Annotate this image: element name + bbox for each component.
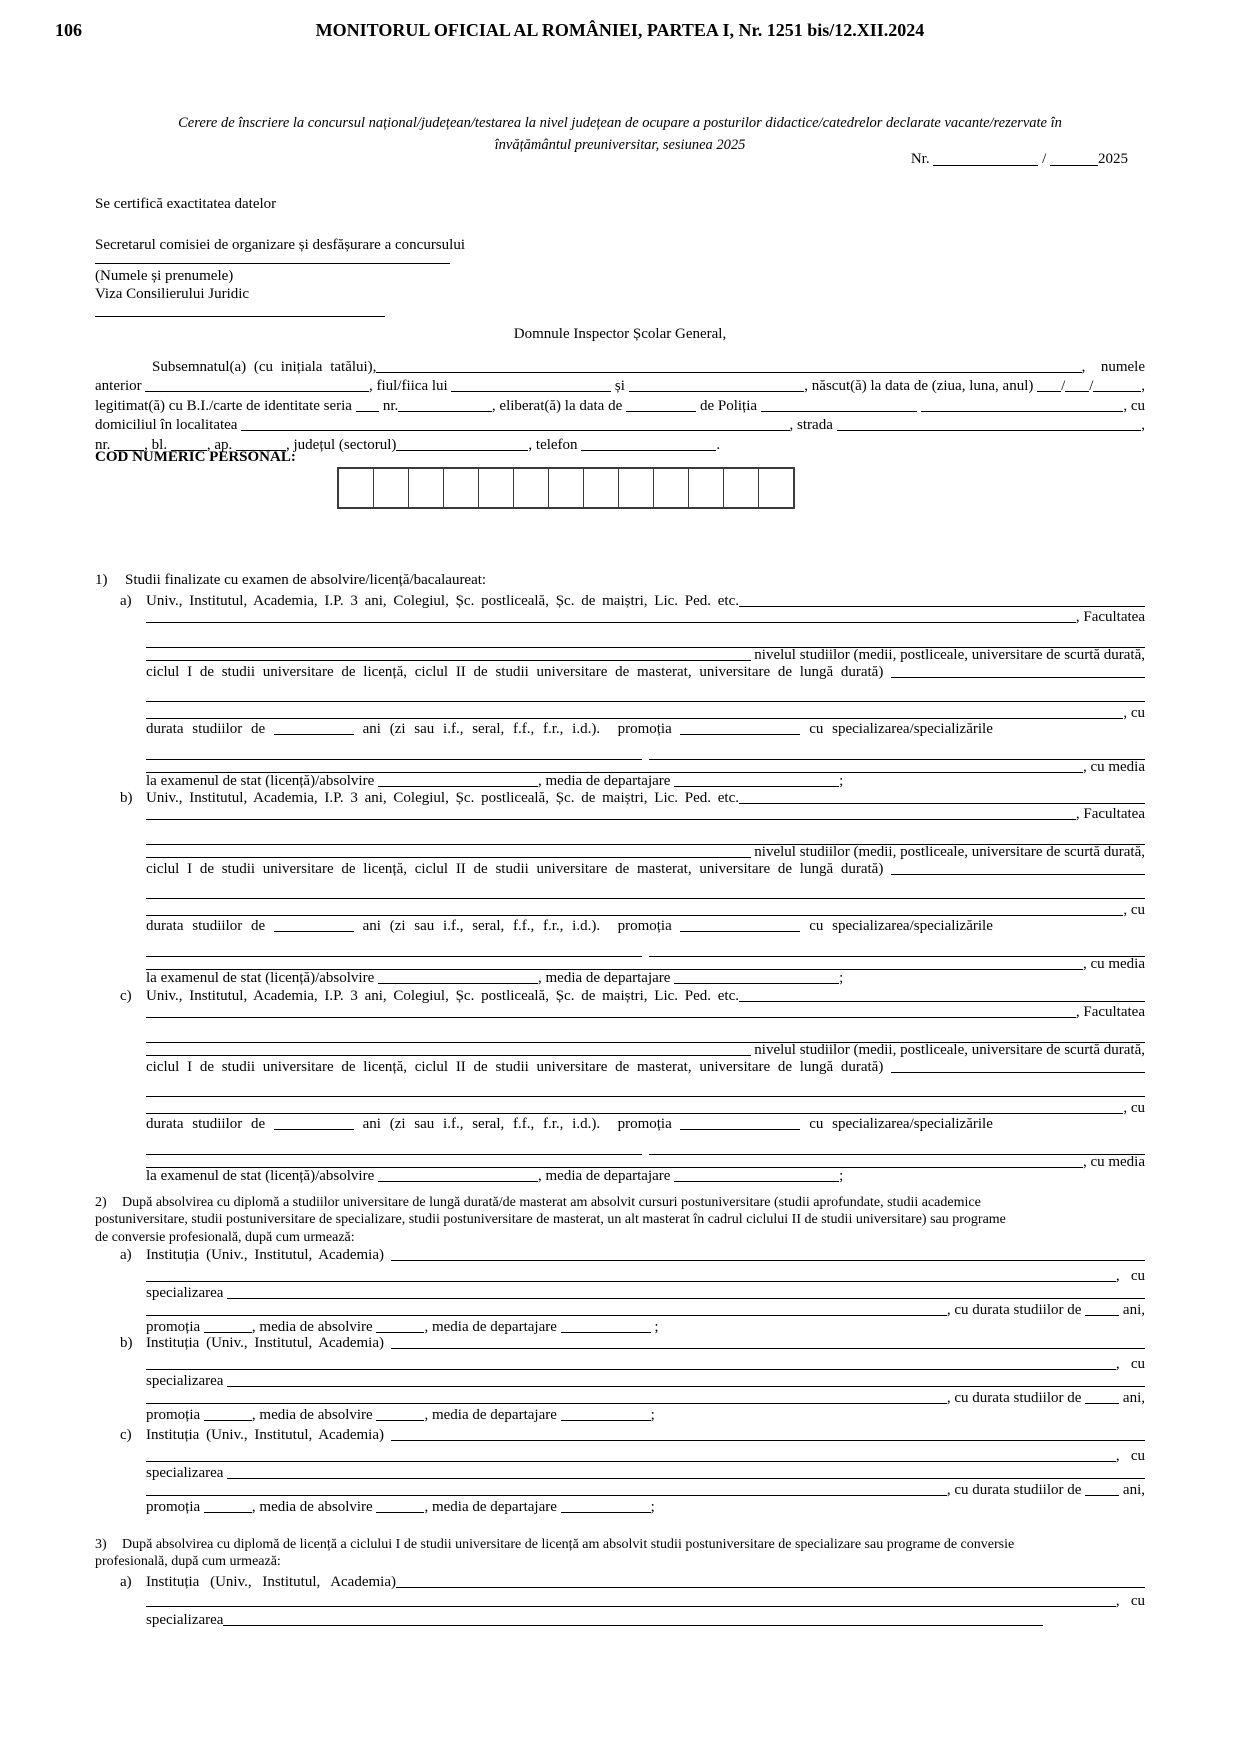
blank-field-line: [1085, 1315, 1119, 1316]
text-segment: nivelul studiilor (medii, postliceale, universitare de scurtă durată,: [750, 647, 1145, 664]
cnp-cell: [409, 469, 444, 507]
signature-line: [95, 316, 385, 317]
text-segment: specializarea: [146, 1465, 228, 1482]
cnp-grid: [337, 467, 795, 509]
section1-heading: [95, 573, 1145, 589]
blank-field-line: [378, 786, 538, 787]
section2-item-c: [120, 1427, 1145, 1516]
text-segment: ciclul I de studii universitare de licență, ciclul II de studii universitare de masterat, universitare de lungă durată): [146, 861, 892, 877]
text-segment: , cu media: [1082, 956, 1145, 973]
blank-field-line: [146, 1495, 947, 1496]
blank-field-line: [378, 1181, 538, 1182]
text-segment: la examenul de stat (licență)/absolvire: [146, 970, 378, 986]
text-segment: ;: [650, 1499, 655, 1516]
text-segment: , născut(ă) la data de (ziua, luna, anul): [804, 378, 1038, 395]
blank-field-line: [204, 1420, 252, 1421]
text-segment: specializarea: [146, 1373, 228, 1390]
form-line: [120, 1168, 1145, 1185]
list-marker: b): [120, 1335, 133, 1352]
text-segment: cu specializarea/specializările: [800, 721, 993, 738]
blank-field-line: [146, 1403, 947, 1404]
blank-field-line: [146, 956, 642, 957]
form-line: [120, 773, 1145, 790]
blank-field-line: [451, 391, 611, 392]
text-segment: /: [1038, 152, 1050, 167]
blank-field-line: [391, 1440, 1145, 1441]
form-line: [120, 1572, 1145, 1591]
text-segment: domiciliul în localitatea: [95, 417, 242, 434]
blank-field-line: [241, 430, 789, 431]
section3-intro: [95, 1535, 1145, 1570]
list-marker: a): [120, 593, 132, 609]
legal-visa-caption: Viza Consilierului Juridic: [95, 286, 250, 302]
blank-field-line: [391, 1348, 1145, 1349]
text-segment: nr.: [95, 436, 115, 453]
blank-field-line: [649, 1154, 1145, 1155]
signature-line: [95, 263, 450, 264]
text-segment: durata studiilor de: [146, 721, 274, 738]
cnp-cell: [689, 469, 724, 507]
form-line: [95, 1228, 1145, 1246]
applicant-intro-paragraph: [95, 356, 1145, 454]
blank-field-line: [674, 983, 839, 984]
gazette-header: MONITORUL OFICIAL AL ROMÂNIEI, PARTEA I, Nr. 1251 bis/12.XII.2024: [315, 20, 925, 40]
text-segment: nr.: [379, 397, 399, 414]
blank-field-line: [561, 1512, 651, 1513]
blank-field-line: [739, 606, 1145, 607]
blank-field-line: [891, 874, 1145, 875]
form-line: [120, 705, 1145, 722]
blank-field-line: [274, 734, 354, 735]
blank-field-line: [649, 759, 1145, 760]
form-line: [120, 790, 1145, 807]
blank-field-line: [223, 1625, 1043, 1626]
blank-field-line: [921, 411, 1124, 412]
form-line: [120, 1043, 1145, 1060]
form-line: [120, 1285, 1145, 1302]
blank-field-line: [761, 411, 917, 412]
text-segment: /: [1061, 378, 1066, 395]
list-marker: b): [120, 790, 133, 806]
text-segment: cu specializarea/specializările: [800, 1116, 993, 1133]
blank-field-line: [274, 931, 354, 932]
blank-field-line: [146, 701, 1145, 702]
text-segment: promoția: [146, 1499, 204, 1516]
form-line: [95, 1535, 1145, 1553]
form-line: [120, 845, 1145, 862]
blank-field-line: [1085, 1495, 1119, 1496]
blank-field-line: [376, 372, 1081, 373]
blank-field-line: [146, 1606, 1116, 1607]
form-line: [120, 1356, 1145, 1373]
name-caption: (Numele și prenumele): [95, 268, 234, 284]
blank-field-line: [146, 1461, 1116, 1462]
blank-field-line: [891, 677, 1145, 678]
section3-item-a: [120, 1572, 1145, 1629]
blank-field-line: [739, 1001, 1145, 1002]
form-line: [120, 1407, 1145, 1424]
text-segment: , media de departajare: [424, 1499, 561, 1516]
form-title: [0, 112, 1240, 156]
text-segment: , Facultatea: [1075, 609, 1145, 626]
text-segment: , numele: [1081, 358, 1145, 375]
blank-field-line: [227, 1478, 1145, 1479]
text-segment: /: [1089, 378, 1094, 395]
form-line: [120, 648, 1145, 665]
text-segment: postuniversitare, studii postuniversitare de specializare, studii postuniversitare de masterat, un alt masterat în cadrul ciclului II de studii universitare) sau programe: [95, 1212, 1006, 1228]
blank-field-line: [1085, 1403, 1119, 1404]
text-segment: anterior: [95, 378, 146, 395]
text-segment: promoția: [146, 1407, 204, 1424]
blank-field-line: [933, 165, 1038, 166]
text-segment: , media de absolvire: [251, 1319, 377, 1336]
text-segment: specializarea: [146, 1612, 224, 1629]
text-segment: [917, 399, 921, 415]
blank-field-line: [739, 803, 1145, 804]
blank-field-line: [674, 1181, 839, 1182]
text-segment: ;: [839, 970, 844, 986]
form-line: [95, 1193, 1145, 1211]
text-segment: ani,: [1119, 1390, 1145, 1407]
text-segment: , media de departajare: [538, 1168, 675, 1184]
text-segment: După absolvirea cu diplomă de licență a ciclului I de studii universitare de licență am absolvit studii postuniversitare de specializare sau programe de conversie: [122, 1536, 1015, 1552]
text-segment: , cu: [1123, 902, 1145, 918]
blank-field-line: [146, 1154, 642, 1155]
text-segment: , media de departajare: [424, 1319, 561, 1336]
text-segment: durata studiilor de: [146, 1116, 274, 1133]
blank-field-line: [146, 857, 751, 858]
text-segment: și: [611, 378, 629, 395]
blank-field-line: [227, 1386, 1145, 1387]
form-line: [120, 1591, 1145, 1610]
text-segment: , cu: [1115, 1448, 1145, 1465]
form-line: [120, 886, 1145, 903]
blank-field-line: [356, 411, 379, 412]
blank-field-line: [146, 1369, 1116, 1370]
form-line: [120, 1335, 1145, 1352]
text-segment: , fiul/fiica lui: [368, 378, 452, 395]
form-line: [95, 415, 1145, 435]
text-segment: promoția: [146, 1319, 204, 1336]
blank-field-line: [649, 956, 1145, 957]
cnp-cell: [584, 469, 619, 507]
text-segment: , cu: [1115, 1356, 1145, 1373]
text-segment: Subsemnatul(a) (cu inițiala tatălui),: [152, 358, 377, 375]
text-segment: ciclul I de studii universitare de licență, ciclul II de studii universitare de masterat, universitare de lungă durată): [146, 1059, 892, 1075]
cnp-cell: [619, 469, 654, 507]
list-marker: 2): [95, 1194, 107, 1210]
cnp-label: COD NUMERIC PERSONAL:: [95, 449, 296, 465]
blank-field-line: [674, 786, 839, 787]
form-title-line2: învățământul preuniversitar, sesiunea 2025: [494, 137, 746, 153]
cnp-cell: [479, 469, 514, 507]
blank-field-line: [1050, 165, 1098, 166]
section2-item-b: [120, 1335, 1145, 1424]
text-segment: După absolvirea cu diplomă a studiilor universitare de lungă durată/de masterat am absolvit cursuri postuniversitare (studii aprofundate, studii academice: [122, 1194, 981, 1210]
blank-field-line: [391, 1260, 1145, 1261]
text-segment: de Poliția: [696, 397, 761, 414]
form-line: [120, 1465, 1145, 1482]
form-line: [120, 593, 1145, 610]
form-line: [120, 689, 1145, 706]
form-line: [120, 1059, 1145, 1076]
blank-field-line: [396, 1587, 1145, 1588]
blank-field-line: [680, 1129, 800, 1130]
form-line: [120, 1390, 1145, 1407]
page-number: 106: [55, 20, 82, 40]
list-marker: c): [120, 988, 132, 1004]
form-line: [120, 988, 1145, 1005]
text-segment: , media de absolvire: [251, 1407, 377, 1424]
text-segment: , cu durata studiilor de: [946, 1390, 1086, 1407]
blank-field-line: [146, 759, 642, 760]
text-segment: Univ., Institutul, Academia, I.P. 3 ani, Colegiul, Șc. postliceală, Șc. de maiștri, Lic. Ped. etc.: [146, 593, 740, 609]
registration-number-line: [911, 152, 1128, 168]
form-line: [120, 1100, 1145, 1117]
form-line: [120, 1373, 1145, 1390]
form-line: [120, 1268, 1145, 1285]
form-line: [120, 722, 1145, 739]
blank-field-line: [376, 1512, 424, 1513]
form-line: [120, 807, 1145, 824]
form-line: [911, 152, 1128, 168]
blank-field-line: [146, 898, 1145, 899]
blank-field-line: [146, 915, 1123, 916]
text-segment: ani,: [1119, 1482, 1145, 1499]
text-segment: , cu: [1123, 1100, 1145, 1116]
form-line: [95, 356, 1145, 376]
blank-field-line: [204, 1332, 252, 1333]
text-segment: [642, 1142, 650, 1158]
text-segment: de conversie profesională, după cum urmează:: [95, 1229, 355, 1245]
text-segment: , cu: [1115, 1268, 1145, 1285]
cnp-cell: [444, 469, 479, 507]
text-segment: Studii finalizate cu examen de absolvire/licență/bacalaureat:: [125, 573, 487, 588]
text-segment: cu specializarea/specializările: [800, 918, 993, 935]
blank-field-line: [146, 660, 751, 661]
section2-intro: [95, 1193, 1145, 1246]
form-line: [120, 1084, 1145, 1101]
list-marker: a): [120, 1247, 132, 1264]
form-title-line1: Cerere de înscriere la concursul național/județean/testarea la nivel județean de ocupare a posturilor didactice/catedrelor declarate vacante/rezervate în: [178, 115, 1062, 131]
secretary-title: Secretarul comisiei de organizare și desfășurare a concursului: [95, 237, 465, 253]
form-line: [95, 376, 1145, 396]
text-segment: ani (zi sau i.f., seral, f.f., f.r., i.d.). promoția: [353, 1116, 681, 1133]
text-segment: , județul (sectorul): [286, 436, 397, 453]
text-segment: ;: [650, 1319, 659, 1336]
certification-note: Se certifică exactitatea datelor: [95, 196, 277, 212]
text-segment: legitimat(ă) cu B.I./carte de identitate seria: [95, 397, 356, 414]
text-segment: , cu: [1123, 397, 1145, 414]
text-segment: , media de absolvire: [251, 1499, 377, 1516]
blank-field-line: [146, 1017, 1076, 1018]
blank-field-line: [145, 391, 369, 392]
text-segment: , Facultatea: [1075, 1004, 1145, 1021]
blank-field-line: [146, 1281, 1116, 1282]
text-segment: Univ., Institutul, Academia, I.P. 3 ani, Colegiul, Șc. postliceală, Șc. de maiștri, Lic. Ped. etc.: [146, 790, 740, 806]
text-segment: Instituția (Univ., Institutul, Academia): [146, 1574, 396, 1591]
text-segment: ;: [650, 1407, 655, 1424]
text-segment: , Facultatea: [1075, 806, 1145, 823]
text-segment: , media de departajare: [424, 1407, 561, 1424]
text-segment: , cu: [1115, 1593, 1145, 1610]
form-line: [120, 1482, 1145, 1499]
cnp-cell: [654, 469, 689, 507]
blank-field-line: [398, 411, 492, 412]
form-line: [95, 1211, 1145, 1229]
blank-field-line: [376, 1332, 424, 1333]
text-segment: ani (zi sau i.f., seral, f.f., f.r., i.d.). promoția: [353, 721, 681, 738]
text-segment: 2025: [1098, 152, 1128, 167]
blank-field-line: [146, 622, 1076, 623]
text-segment: ciclul I de studii universitare de licență, ciclul II de studii universitare de masterat, universitare de lungă durată): [146, 664, 892, 680]
text-segment: ,: [1141, 378, 1145, 395]
blank-field-line: [891, 1072, 1145, 1073]
section1-item-c: [120, 988, 1145, 1185]
text-segment: , ap.: [206, 436, 237, 453]
text-segment: , eliberat(ă) la data de: [491, 397, 626, 414]
text-segment: ;: [839, 773, 844, 789]
text-segment: ani (zi sau i.f., seral, f.f., f.r., i.d.). promoția: [353, 918, 681, 935]
text-segment: , media de departajare: [538, 773, 675, 789]
blank-field-line: [1037, 391, 1061, 392]
text-segment: [642, 944, 650, 960]
text-segment: la examenul de stat (licență)/absolvire: [146, 773, 378, 789]
cnp-cell: [549, 469, 584, 507]
blank-field-line: [626, 411, 696, 412]
form-line: [120, 861, 1145, 878]
form-line: [120, 1302, 1145, 1319]
text-segment: , cu media: [1082, 1154, 1145, 1171]
text-segment: Instituția (Univ., Institutul, Academia): [146, 1247, 391, 1264]
cnp-cell: [339, 469, 374, 507]
text-segment: , cu durata studiilor de: [946, 1302, 1086, 1319]
text-segment: , cu durata studiilor de: [946, 1482, 1086, 1499]
text-segment: ,: [1141, 417, 1145, 434]
blank-field-line: [146, 819, 1076, 820]
section2-item-a: [120, 1247, 1145, 1336]
section1-item-b: [120, 790, 1145, 987]
blank-field-line: [396, 450, 528, 451]
text-segment: durata studiilor de: [146, 918, 274, 935]
form-line: [120, 1247, 1145, 1264]
form-line: [120, 1610, 1145, 1629]
blank-field-line: [146, 1113, 1123, 1114]
cnp-cell: [374, 469, 409, 507]
section1-item-a: [120, 593, 1145, 790]
text-segment: nivelul studiilor (medii, postliceale, universitare de scurtă durată,: [750, 1042, 1145, 1059]
form-line: [120, 1427, 1145, 1444]
text-segment: Nr.: [910, 152, 934, 167]
blank-field-line: [204, 1512, 252, 1513]
list-marker: c): [120, 1427, 132, 1444]
form-line: [120, 1499, 1145, 1516]
form-line: [120, 970, 1145, 987]
blank-field-line: [146, 1096, 1145, 1097]
blank-field-line: [378, 983, 538, 984]
text-segment: [642, 747, 650, 763]
list-marker: a): [120, 1574, 132, 1591]
cnp-cell: [724, 469, 759, 507]
form-line: [120, 919, 1145, 936]
text-segment: .: [716, 436, 721, 453]
form-line: [120, 1448, 1145, 1465]
text-segment: , media de departajare: [538, 970, 675, 986]
blank-field-line: [581, 450, 716, 451]
text-segment: Instituția (Univ., Institutul, Academia): [146, 1335, 391, 1352]
salutation: Domnule Inspector Școlar General,: [513, 326, 727, 342]
cnp-cell: [759, 469, 793, 507]
list-marker: 1): [95, 573, 108, 588]
text-segment: specializarea: [146, 1285, 228, 1302]
cnp-cell: [514, 469, 549, 507]
blank-field-line: [680, 931, 800, 932]
form-line: [120, 1319, 1145, 1336]
form-line: [120, 1005, 1145, 1022]
form-line: [120, 1117, 1145, 1134]
blank-field-line: [1093, 391, 1141, 392]
blank-field-line: [146, 1315, 947, 1316]
blank-field-line: [146, 1055, 751, 1056]
text-segment: nivelul studiilor (medii, postliceale, universitare de scurtă durată,: [750, 844, 1145, 861]
blank-field-line: [561, 1420, 651, 1421]
text-segment: Instituția (Univ., Institutul, Academia): [146, 1427, 391, 1444]
text-segment: la examenul de stat (licență)/absolvire: [146, 1168, 378, 1184]
text-segment: Univ., Institutul, Academia, I.P. 3 ani, Colegiul, Șc. postliceală, Șc. de maiștri, Lic. Ped. etc.: [146, 988, 740, 1004]
blank-field-line: [274, 1129, 354, 1130]
blank-field-line: [1065, 391, 1089, 392]
text-segment: , bl.: [144, 436, 171, 453]
form-line: [95, 573, 1145, 589]
form-line: [95, 1553, 1145, 1571]
blank-field-line: [680, 734, 800, 735]
list-marker: 3): [95, 1536, 107, 1552]
text-segment: profesională, după cum urmează:: [95, 1554, 281, 1570]
form-line: [120, 902, 1145, 919]
blank-field-line: [146, 718, 1123, 719]
text-segment: , cu media: [1082, 759, 1145, 776]
form-line: [120, 610, 1145, 627]
form-line: [95, 395, 1145, 415]
blank-field-line: [837, 430, 1142, 431]
text-segment: ani,: [1119, 1302, 1145, 1319]
text-segment: , strada: [789, 417, 837, 434]
form-line: [120, 664, 1145, 681]
blank-field-line: [227, 1298, 1145, 1299]
text-segment: , telefon: [528, 436, 582, 453]
blank-field-line: [561, 1332, 651, 1333]
blank-field-line: [376, 1420, 424, 1421]
text-segment: , cu: [1123, 705, 1145, 721]
blank-field-line: [629, 391, 805, 392]
text-segment: ;: [839, 1168, 844, 1184]
